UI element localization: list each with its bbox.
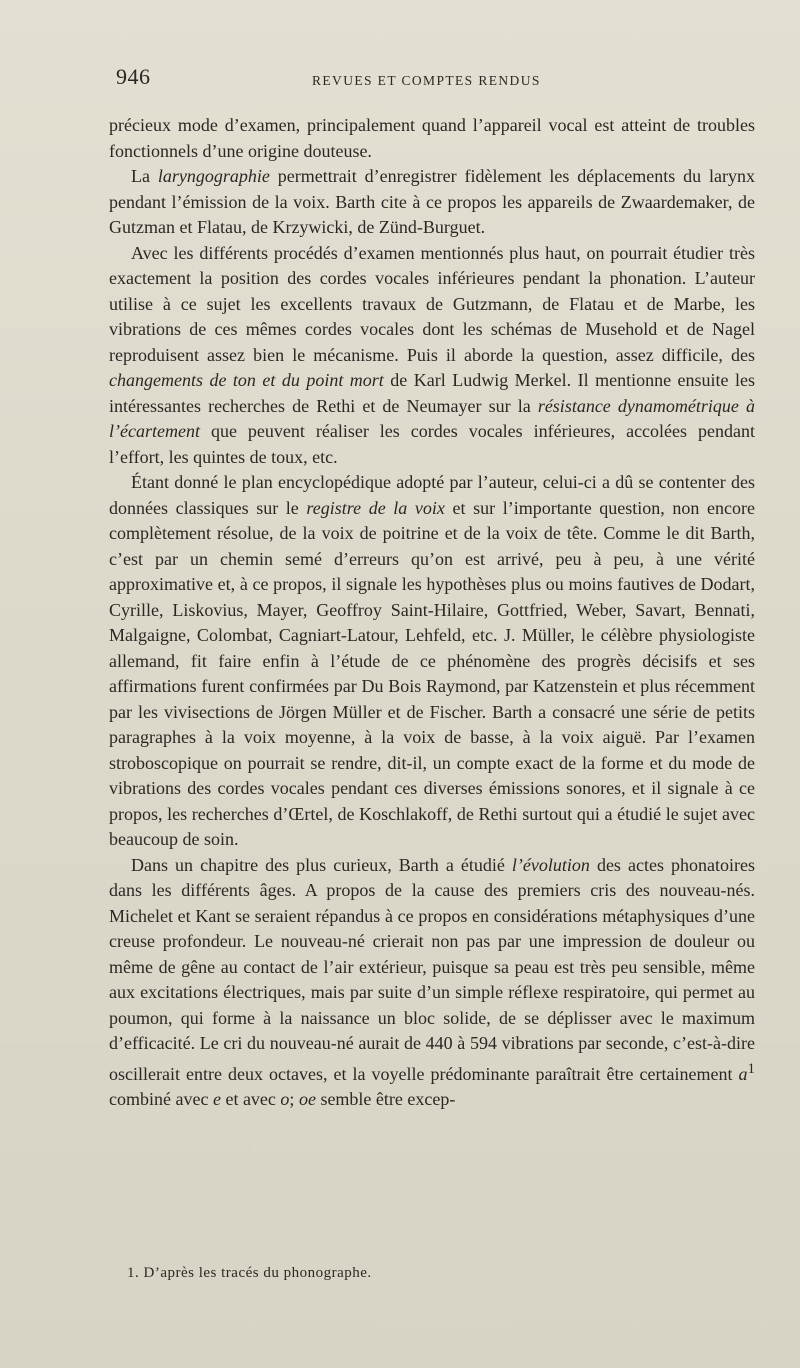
italic-term: changements de ton et du point mort <box>109 370 384 390</box>
italic-term: e <box>212 1089 221 1109</box>
text-run: Étant donné le plan encyclopédique adopté par l’auteur, celui-ci a dû se contenter des données classiques sur le <box>109 472 755 518</box>
italic-term: l’évolution <box>511 854 590 875</box>
footnote: 1. D’après les tracés du phonographe. <box>127 1265 372 1281</box>
italic-term: a <box>738 1063 748 1084</box>
text-run: que peuvent réaliser les cordes vocales inférieures, accolées pendant l’effort, les quintes de toux, etc. <box>109 421 755 467</box>
text-run: La <box>131 166 158 186</box>
page-number: 946 <box>116 64 151 89</box>
text-run: combiné avec <box>109 1089 213 1109</box>
text-run: semble être excep- <box>315 1089 456 1109</box>
italic-term: registre de la voix <box>306 497 445 518</box>
italic-term: laryngographie <box>157 166 270 186</box>
text-run: et avec <box>220 1089 281 1109</box>
running-title: REVUES ET COMPTES RENDUS <box>312 73 541 88</box>
italic-term: o <box>280 1089 290 1109</box>
paragraph-4 <box>109 470 755 853</box>
paragraph-5 <box>109 853 755 1113</box>
body-text <box>109 113 755 1113</box>
text-run: Avec les différents procédés d’examen mentionnés plus haut, on pourrait étudier très exactement la position des cordes vocales inférieures pendant la phonation. L’auteur utilise à ce sujet les excellents travaux de Gutzmann, de Flatau et de Marbe, les vibrations de ces mêmes cordes vocales dont les schémas de Musehold et de Nagel reproduisent assez bien le mécanisme. Puis il aborde la question, assez difficile, des <box>109 242 755 365</box>
paragraph-2 <box>109 164 755 241</box>
text-run: des actes phonatoires dans les différents âges. A propos de la cause des premiers cris des nouveau-nés. Michelet et Kant se seraient répandus à ce propos en considérations métaphysiques d’une creuse profondeur. Le nouveau-né crierait non pas par une impression de douleur ou même de gêne au contact de l’air extérieur, puisque sa peau est très peu sensible, même aux excitations électriques, mais par suite d’un simple réflexe respiratoire, qui permet au poumon, qui forme à la naissance un bloc solide, de se déplisser avec le maximum d’efficacité. Le cri du nouveau-né aurait de 440 à 594 vibrations par seconde, c’est-à-dire oscillerait entre deux octaves, et la voyelle prédominante paraîtrait être certainement <box>109 854 756 1084</box>
text-run: de Karl Ludwig Merkel. Il mentionne ensuite les intéressantes recherches de Rethi et de Neumayer sur la <box>109 370 756 416</box>
paragraph-3 <box>109 241 755 471</box>
paragraph-1 <box>109 113 755 164</box>
page-header <box>116 64 756 98</box>
text-run: Dans un chapitre des plus curieux, Barth a étudié <box>131 854 512 875</box>
text-run: ; <box>289 1089 299 1109</box>
text-run: et sur l’importante question, non encore complètement résolue, de la voix de poitrine et de la voix de tête. Comme le dit Barth, c’est par un chemin semé d’erreurs qu’on est arrivé, peu à peu, à une vérité approximative et, à ce propos, il signale les hypothèses plus ou moins fautives de Dodart, Cyrille, Liskovius, Mayer, Geoffroy Saint-Hilaire, Gottfried, Weber, Savart, Bennati, Malgaigne, Colombat, Cagniart-Latour, Lehfeld, etc. J. Müller, le célèbre physiologiste allemand, fit faire enfin à l’étude de ce phénomène des progrès décisifs et ses affirmations furent confirmées par Du Bois Raymond, par Katzenstein et plus récemment par les vivisections de Jörgen Müller et de Fischer. Barth a consacré une série de petits paragraphes à la voix moyenne, à la voix de basse, à la voix aiguë. Par l’examen stroboscopique on pourrait se rendre, dit-il, un compte exact de la forme et du mode de vibrations des cordes vocales pendant ces diverses émissions sonores, et il signale à ce propos, les recherches d’Œrtel, de Koschlakoff, de Rethi surtout qui a étudié le sujet avec beaucoup de soin. <box>109 497 755 849</box>
text-run: précieux mode d’examen, principalement quand l’appareil vocal est atteint de troubles fonctionnels d’une origine douteuse. <box>109 115 755 161</box>
italic-term: oe <box>298 1089 316 1109</box>
footnote-marker: 1 <box>747 1060 755 1077</box>
italic-term: résistance dynamométrique à l’écartement <box>109 395 755 441</box>
text-run: permettrait d’enregistrer fidèlement les déplacements du larynx pendant l’émission de la voix. Barth cite à ce propos les appareils de Zwaardemaker, de Gutzman et Flatau, de Krzywicki, de Zünd-Burguet. <box>109 166 756 237</box>
